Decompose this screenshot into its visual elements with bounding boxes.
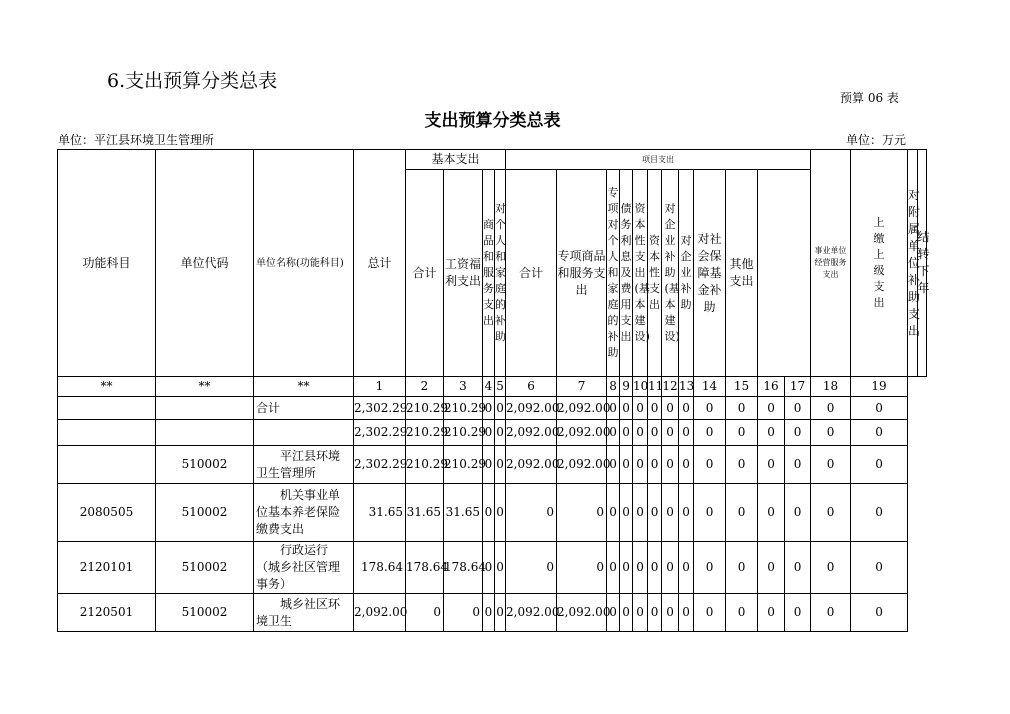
cell-value: 0 bbox=[851, 484, 908, 542]
unit-name-text: 机关事业单位基本养老保险缴费支出 bbox=[256, 488, 341, 536]
cell-value: 0 bbox=[648, 542, 662, 594]
cell-unit-name bbox=[254, 484, 354, 542]
cell-value: 0 bbox=[506, 484, 557, 542]
cell-value: 210.29 bbox=[444, 420, 483, 446]
cell-value: 0 bbox=[758, 397, 785, 420]
col-debt-interest: 债务利息及费用支出 bbox=[620, 170, 633, 377]
cell-value: 0 bbox=[633, 397, 648, 420]
cell-value: 0 bbox=[557, 484, 607, 542]
cell-value: 0 bbox=[607, 420, 620, 446]
index-cell: 19 bbox=[851, 377, 908, 397]
index-cell: 13 bbox=[679, 377, 694, 397]
cell-value: 0 bbox=[662, 542, 679, 594]
cell-value: 0 bbox=[406, 594, 444, 632]
cell-value: 210.29 bbox=[444, 446, 483, 484]
cell-value: 0 bbox=[607, 542, 620, 594]
cell-value: 0 bbox=[758, 594, 785, 632]
index-cell: ** bbox=[156, 377, 254, 397]
cell-value: 0 bbox=[495, 484, 506, 542]
cell-unit-code: 510002 bbox=[156, 446, 254, 484]
cell-value: 0 bbox=[648, 484, 662, 542]
index-row bbox=[58, 377, 927, 397]
cell-value: 0 bbox=[726, 484, 758, 542]
cell-value: 0 bbox=[811, 446, 851, 484]
cell-value: 0 bbox=[694, 542, 726, 594]
budget-table bbox=[57, 149, 930, 632]
cell-value: 0 bbox=[851, 397, 908, 420]
cell-value: 2,092.00 bbox=[506, 446, 557, 484]
index-cell: 6 bbox=[506, 377, 557, 397]
cell-value: 0 bbox=[679, 420, 694, 446]
cell-value: 178.64 bbox=[406, 542, 444, 594]
cell-value: 0 bbox=[758, 446, 785, 484]
cell-value: 2,092.00 bbox=[557, 397, 607, 420]
cell-value: 0 bbox=[495, 420, 506, 446]
cell-value: 0 bbox=[506, 542, 557, 594]
cell-value: 0 bbox=[607, 484, 620, 542]
table-row bbox=[58, 420, 927, 446]
cell-value: 0 bbox=[648, 446, 662, 484]
col-total: 总计 bbox=[354, 150, 406, 377]
cell-value: 0 bbox=[811, 594, 851, 632]
cell-value: 0 bbox=[633, 542, 648, 594]
cell-unit-name bbox=[254, 397, 354, 420]
cell-func-subject bbox=[58, 446, 156, 484]
cell-value: 0 bbox=[662, 446, 679, 484]
cell-value: 0 bbox=[620, 446, 633, 484]
cell-value: 0 bbox=[851, 420, 908, 446]
index-cell: 15 bbox=[726, 377, 758, 397]
cell-value: 0 bbox=[662, 420, 679, 446]
index-cell: 9 bbox=[620, 377, 633, 397]
cell-value: 0 bbox=[694, 397, 726, 420]
cell-value: 178.64 bbox=[354, 542, 406, 594]
cell-value: 0 bbox=[483, 420, 495, 446]
index-cell: 18 bbox=[811, 377, 851, 397]
cell-value: 0 bbox=[785, 397, 811, 420]
table-row bbox=[58, 397, 927, 420]
index-cell: ** bbox=[254, 377, 354, 397]
cell-value: 0 bbox=[811, 420, 851, 446]
cell-value: 0 bbox=[662, 397, 679, 420]
cell-value: 210.29 bbox=[406, 420, 444, 446]
cell-unit-code: 510002 bbox=[156, 594, 254, 632]
index-cell: 1 bbox=[354, 377, 406, 397]
cell-value: 0 bbox=[785, 484, 811, 542]
cell-value: 0 bbox=[607, 446, 620, 484]
cell-value: 0 bbox=[811, 397, 851, 420]
cell-value: 0 bbox=[557, 542, 607, 594]
cell-value: 0 bbox=[483, 594, 495, 632]
cell-func-subject bbox=[58, 397, 156, 420]
cell-value: 0 bbox=[648, 420, 662, 446]
col-special-goods: 专项商品和服务支出 bbox=[557, 170, 607, 377]
col-operating: 事业单位经营服务支出 bbox=[811, 150, 851, 377]
cell-value: 0 bbox=[694, 484, 726, 542]
cell-value: 0 bbox=[607, 594, 620, 632]
cell-unit-name bbox=[254, 420, 354, 446]
cell-value: 0 bbox=[694, 594, 726, 632]
col-project-total: 合计 bbox=[506, 170, 557, 377]
cell-value: 210.29 bbox=[444, 397, 483, 420]
cell-value: 0 bbox=[726, 594, 758, 632]
cell-value: 0 bbox=[633, 594, 648, 632]
cell-value: 0 bbox=[785, 420, 811, 446]
cell-value: 2,302.29 bbox=[354, 397, 406, 420]
index-cell: 17 bbox=[785, 377, 811, 397]
cell-value: 0 bbox=[620, 594, 633, 632]
unit-name-text: 合计 bbox=[256, 400, 281, 415]
cell-value: 0 bbox=[726, 446, 758, 484]
cell-value: 0 bbox=[694, 446, 726, 484]
cell-unit-code: 510002 bbox=[156, 484, 254, 542]
col-goods-services: 商品和服务支出 bbox=[483, 170, 495, 377]
unit-name-text: 平江县环境卫生管理所 bbox=[256, 448, 341, 480]
col-capital: 资本性支出 bbox=[648, 170, 662, 377]
cell-value: 0 bbox=[607, 397, 620, 420]
col-func-subject: 功能科目 bbox=[58, 150, 156, 377]
index-cell: 10 bbox=[633, 377, 648, 397]
col-special-personal: 专项对个人和家庭的补助 bbox=[607, 170, 620, 377]
cell-value: 0 bbox=[785, 446, 811, 484]
cell-value: 0 bbox=[811, 484, 851, 542]
cell-value: 0 bbox=[679, 542, 694, 594]
cell-value: 0 bbox=[483, 446, 495, 484]
cell-func-subject: 2080505 bbox=[58, 484, 156, 542]
cell-value: 210.29 bbox=[406, 446, 444, 484]
col-enterprise-basic: 对企业补助(基本建设) bbox=[662, 170, 679, 377]
section-heading: 6.支出预算分类总表 bbox=[107, 70, 278, 92]
cell-value: 0 bbox=[694, 420, 726, 446]
cell-value: 0 bbox=[620, 484, 633, 542]
cell-value: 0 bbox=[495, 397, 506, 420]
cell-value: 2,302.29 bbox=[354, 420, 406, 446]
cell-value: 2,092.00 bbox=[557, 594, 607, 632]
cell-value: 0 bbox=[620, 542, 633, 594]
table-row bbox=[58, 446, 927, 484]
col-carry-over: 结转下年 bbox=[917, 150, 927, 377]
index-cell: 12 bbox=[662, 377, 679, 397]
cell-value: 0 bbox=[620, 397, 633, 420]
cell-value: 0 bbox=[662, 484, 679, 542]
cell-value: 0 bbox=[851, 542, 908, 594]
cell-unit-code bbox=[156, 420, 254, 446]
cell-value: 2,092.00 bbox=[354, 594, 406, 632]
cell-func-subject bbox=[58, 420, 156, 446]
table-row bbox=[58, 484, 927, 542]
index-cell: 8 bbox=[607, 377, 620, 397]
cell-value: 31.65 bbox=[406, 484, 444, 542]
cell-value: 31.65 bbox=[354, 484, 406, 542]
cell-value: 0 bbox=[851, 594, 908, 632]
cell-func-subject: 2120501 bbox=[58, 594, 156, 632]
cell-value: 0 bbox=[633, 446, 648, 484]
cell-value: 2,092.00 bbox=[506, 594, 557, 632]
col-unit-name: 单位名称(功能科目) bbox=[254, 150, 354, 377]
cell-value: 0 bbox=[758, 420, 785, 446]
unit-name-text: 行政运行（城乡社区管理事务） bbox=[256, 543, 341, 591]
cell-unit-code bbox=[156, 397, 254, 420]
cell-value: 0 bbox=[483, 542, 495, 594]
cell-value: 0 bbox=[785, 542, 811, 594]
cell-value: 178.64 bbox=[444, 542, 483, 594]
cell-value: 2,092.00 bbox=[557, 446, 607, 484]
page-title: 支出预算分类总表 bbox=[424, 111, 561, 131]
cell-value: 0 bbox=[495, 446, 506, 484]
table-id: 预算 06 表 bbox=[840, 91, 899, 105]
cell-value: 31.65 bbox=[444, 484, 483, 542]
cell-value: 0 bbox=[851, 446, 908, 484]
index-cell: 14 bbox=[694, 377, 726, 397]
cell-value: 0 bbox=[483, 484, 495, 542]
cell-value: 0 bbox=[758, 542, 785, 594]
cell-value: 0 bbox=[633, 420, 648, 446]
col-project-group: 项目支出 bbox=[506, 150, 811, 170]
table-row bbox=[58, 594, 927, 632]
unit-value: 单位：万元 bbox=[846, 133, 907, 147]
index-cell: 5 bbox=[495, 377, 506, 397]
cell-value: 0 bbox=[648, 594, 662, 632]
unit-label: 单位：平江县环境卫生管理所 bbox=[58, 133, 215, 147]
cell-value: 0 bbox=[633, 484, 648, 542]
cell-value: 0 bbox=[679, 484, 694, 542]
index-cell: 7 bbox=[557, 377, 607, 397]
index-cell: ** bbox=[58, 377, 156, 397]
index-cell: 3 bbox=[444, 377, 483, 397]
cell-func-subject: 2120101 bbox=[58, 542, 156, 594]
cell-value: 2,092.00 bbox=[506, 420, 557, 446]
cell-unit-name bbox=[254, 542, 354, 594]
cell-value: 0 bbox=[444, 594, 483, 632]
index-cell: 11 bbox=[648, 377, 662, 397]
index-cell: 4 bbox=[483, 377, 495, 397]
cell-value: 0 bbox=[785, 594, 811, 632]
col-upper-pay: 上缴上级支出 bbox=[851, 150, 908, 377]
cell-value: 0 bbox=[495, 542, 506, 594]
cell-unit-code: 510002 bbox=[156, 542, 254, 594]
col-unit-code: 单位代码 bbox=[156, 150, 254, 377]
cell-value: 0 bbox=[726, 420, 758, 446]
col-personal-subsidy: 对个人和家庭的补助 bbox=[495, 170, 506, 377]
col-basic-group: 基本支出 bbox=[406, 150, 506, 170]
col-wages: 工资福利支出 bbox=[444, 170, 483, 377]
table-row bbox=[58, 542, 927, 594]
cell-value: 0 bbox=[811, 542, 851, 594]
cell-value: 0 bbox=[726, 542, 758, 594]
cell-value: 210.29 bbox=[406, 397, 444, 420]
cell-value: 0 bbox=[679, 397, 694, 420]
cell-value: 0 bbox=[648, 397, 662, 420]
cell-value: 0 bbox=[758, 484, 785, 542]
col-subsidiary: 对附属单位补助支出 bbox=[908, 150, 917, 377]
cell-value: 2,092.00 bbox=[506, 397, 557, 420]
cell-value: 0 bbox=[495, 594, 506, 632]
index-cell: 16 bbox=[758, 377, 785, 397]
col-social-security: 对社会保障基金补助 bbox=[694, 170, 726, 377]
cell-value: 0 bbox=[679, 594, 694, 632]
cell-value: 0 bbox=[679, 446, 694, 484]
cell-value: 0 bbox=[483, 397, 495, 420]
col-enterprise: 对企业补助 bbox=[679, 170, 694, 377]
cell-value: 2,092.00 bbox=[557, 420, 607, 446]
col-basic-total: 合计 bbox=[406, 170, 444, 377]
cell-value: 0 bbox=[620, 420, 633, 446]
col-capital-basic: 资本性支出(基本建设) bbox=[633, 170, 648, 377]
index-cell: 2 bbox=[406, 377, 444, 397]
cell-value: 0 bbox=[662, 594, 679, 632]
unit-name-text: 城乡社区环境卫生 bbox=[256, 596, 341, 628]
cell-unit-name bbox=[254, 446, 354, 484]
cell-value: 2,302.29 bbox=[354, 446, 406, 484]
col-other: 其他支出 bbox=[726, 170, 758, 377]
cell-unit-name bbox=[254, 594, 354, 632]
cell-value: 0 bbox=[726, 397, 758, 420]
